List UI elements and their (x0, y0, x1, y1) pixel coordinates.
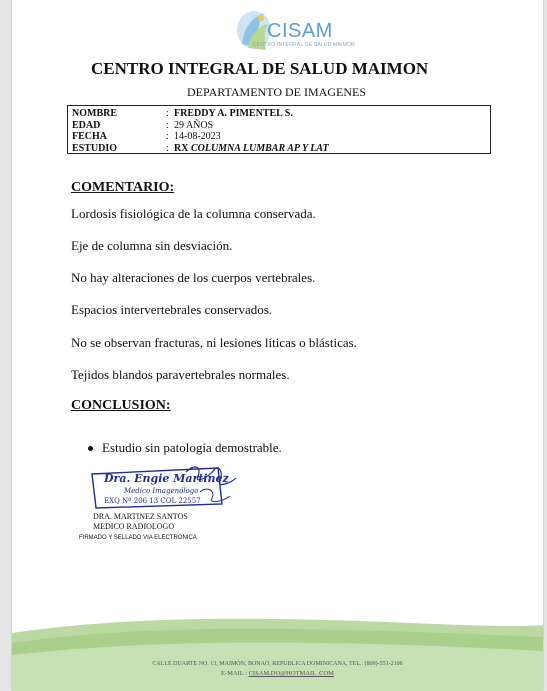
email-label: E-MAIL : (221, 670, 247, 677)
footer-wave-decoration (12, 615, 543, 691)
conclusion-heading: CONCLUSION: (71, 398, 171, 413)
conclusion-item (88, 440, 282, 456)
stamp-role: Medico Imagenólogo (124, 487, 199, 495)
finding-line: Espacios intervertebrales conservados. (71, 302, 273, 317)
study-label: ESTUDIO (72, 142, 118, 154)
separator: : (166, 108, 169, 119)
department-subtitle: DEPARTAMENTO DE IMAGENES (187, 85, 366, 99)
doctor-stamp (90, 462, 238, 514)
finding-line: Eje de columna sin desviación. (71, 238, 233, 253)
patient-name-row (72, 108, 490, 120)
patient-info-box (67, 105, 491, 154)
email-link[interactable]: CISAM.DO@HOTMAIL .COM (248, 670, 334, 677)
study-prefix: RX (174, 142, 191, 154)
logo-subtext: CENTRO INTEGRAL DE SALUD MAIMON (253, 42, 355, 48)
separator: : (166, 142, 169, 154)
doctor-name: DRA. MARTINEZ SANTOS (93, 512, 188, 521)
patient-age-row (72, 120, 490, 132)
finding-line: Lordosis fisiológica de la columna conservada. (71, 206, 316, 221)
bullet-icon (88, 446, 93, 451)
footer-address: CALLE DUARTE NO. 13, MAIMÓN, BONAO, REPUBLICA DOMINICANA, TEL.: (809)-551-2106 (152, 661, 403, 667)
study-value (174, 143, 329, 155)
page-title: CENTRO INTEGRAL DE SALUD MAIMON (91, 59, 429, 78)
footer-email-line (12, 670, 543, 677)
patient-date-row (72, 131, 490, 143)
report-page (12, 0, 543, 691)
stamp-ids: EXQ Nº 206 13 COL 22557 (104, 497, 201, 505)
date-label: FECHA (72, 131, 107, 142)
patient-study-row (72, 143, 490, 155)
finding-line: No hay alteraciones de los cuerpos vertebrales. (71, 270, 316, 285)
signed-note: FIRMADO Y SELLADO VIA ELECTRONICA (79, 535, 197, 541)
date-value: 14-08-2023 (174, 131, 221, 142)
separator: : (166, 119, 169, 131)
finding-line: Tejidos blandos paravertebrales normales. (71, 367, 290, 382)
comment-heading: COMENTARIO: (71, 180, 175, 195)
age-label: EDAD (72, 119, 101, 131)
separator: : (166, 131, 169, 142)
age-value: 29 AÑOS (174, 119, 214, 131)
study-name: COLUMNA LUMBAR AP Y LAT (190, 142, 329, 154)
finding-line: No se observan fracturas, ni lesiones líticas o blásticas. (71, 335, 357, 350)
conclusion-text: Estudio sin patología demostrable. (102, 440, 282, 455)
name-value: FREDDY A. PIMENTEL S. (174, 108, 293, 119)
stamp-name: Dra. Engie Martinez (104, 472, 229, 485)
doctor-role: MEDICO RADIOLOGO (93, 522, 175, 531)
logo-text: CISAM (267, 20, 333, 42)
name-label: NOMBRE (72, 108, 117, 119)
